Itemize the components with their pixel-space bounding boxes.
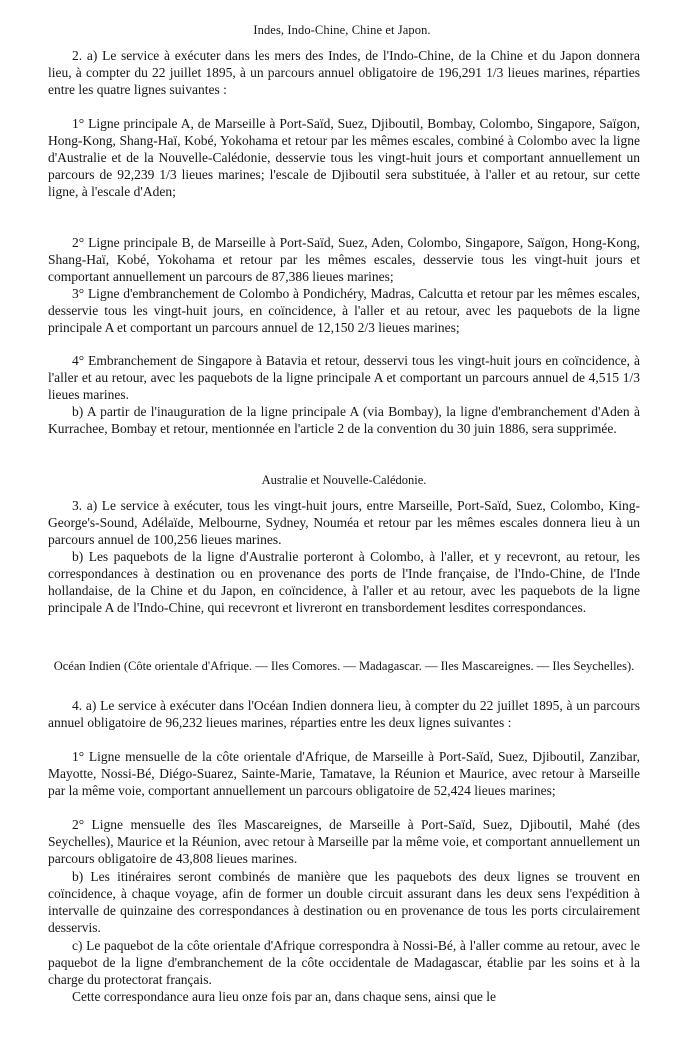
heading-australie: Australie et Nouvelle-Calédonie. <box>261 473 427 487</box>
paragraph-ligne-cote-orientale: 1° Ligne mensuelle de la côte orientale d'Afrique, de Marseille à Port-Saïd, Suez, Djiboutil, Zanzibar, Mayotte, Nossi-Bé, Diégo-Suarez, Sainte-Marie, Tamatave, la Réunion et Maurice, avec retour à Marseille par la même voie, comportant annuellement un parcours obligatoire de 52,424 lieues marines; <box>48 749 640 798</box>
heading-ocean-indien: Océan Indien (Côte orientale d'Afrique. — Iles Comores. — Madagascar. — Iles Mascareignes. — Iles Seychelles). <box>53 659 635 673</box>
paragraph-3b: b) Les paquebots de la ligne d'Australie porteront à Colombo, à l'aller, et y recevront, au retour, les correspondances à destination ou en provenance des ports de l'Inde française, de l'Indo-Chine, de l'Inde hollandaise, de la Chine et du Japon, en coïncidence, à l'aller et au retour, avec les paquebots de la ligne principale A de l'Indo-Chine, qui recevront et livreront en transbordement lesdites correspondances. <box>48 549 640 615</box>
paragraph-embranchement-singapore: 4° Embranchement de Singapore à Batavia et retour, desservi tous les vingt-huit jours en coïncidence, à l'aller et au retour, avec les paquebots de la ligne principale A et comportant un parcours annuel de 4,515 1/3 lieues marines. <box>48 353 640 402</box>
paragraph-correspondance: Cette correspondance aura lieu onze fois par an, dans chaque sens, ainsi que le <box>72 989 496 1004</box>
paragraph-embranchement-colombo: 3° Ligne d'embranchement de Colombo à Pondichéry, Madras, Calcutta et retour par les mêmes escales, desservie tous les vingt-huit jours, en coïncidence, à l'aller et au retour, avec les paquebots de la ligne principale A et comportant un parcours annuel de 12,150 2/3 lieues marines; <box>48 286 640 335</box>
paragraph-4a: 4. a) Le service à exécuter dans l'Océan Indien donnera lieu, à compter du 22 juillet 1895, à un parcours annuel obligatoire de 96,232 lieues marines, réparties entre les deux lignes suivantes : <box>48 698 640 730</box>
paragraph-2a: 2. a) Le service à exécuter dans les mers des Indes, de l'Indo-Chine, de la Chine et du Japon donnera lieu, à compter du 22 juillet 1895, à un parcours annuel obligatoire de 196,291 1/3 lieues marines, réparties entre les quatre lignes suivantes : <box>48 48 640 97</box>
running-head: Indes, Indo-Chine, Chine et Japon. <box>253 23 431 37</box>
paragraph-ligne-b: 2° Ligne principale B, de Marseille à Port-Saïd, Suez, Aden, Colombo, Singapore, Saïgon, Hong-Kong, Shang-Haï, Kobé, Yokohama et retour par les mêmes escales, desservie tous les vingt-huit jours et comportant annuellement un parcours de 87,386 lieues marines; <box>48 235 640 284</box>
paragraph-2b: b) A partir de l'inauguration de la ligne principale A (via Bombay), la ligne d'embranchement d'Aden à Kurrachee, Bombay et retour, mentionnée en l'article 2 de la convention du 30 juin 1886, sera supprimée. <box>48 404 640 436</box>
paragraph-ligne-mascareignes: 2° Ligne mensuelle des îles Mascareignes, de Marseille à Port-Saïd, Suez, Djiboutil, Mahé (des Seychelles), Maurice et la Réunion, avec retour à Marseille par la même voie, et comportant annuellement un parcours obligatoire de 43,808 lieues marines. <box>48 817 640 866</box>
paragraph-ligne-a: 1° Ligne principale A, de Marseille à Port-Saïd, Suez, Djiboutil, Bombay, Colombo, Singapore, Saïgon, Hong-Kong, Shang-Haï, Kobé, Yokohama et retour par les mêmes escales, combiné à Colombo avec la ligne d'Australie et de la Nouvelle-Calédonie, desservie tous les vingt-huit jours et comportant annuellement un parcours de 92,239 1/3 lieues marines; l'escale de Djiboutil sera substituée, à l'aller et au retour, sur cette ligne, à l'escale d'Aden; <box>48 116 640 199</box>
paragraph-4c: c) Le paquebot de la côte orientale d'Afrique correspondra à Nossi-Bé, à l'aller comme au retour, avec le paquebot de la ligne d'embranchement de la côte occidentale de Madagascar, établie par les soins et à la charge du protectorat français. <box>48 938 640 987</box>
paragraph-4b: b) Les itinéraires seront combinés de manière que les paquebots des deux lignes se trouvent en coïncidence, à chaque voyage, afin de former un double circuit assurant dans les deux sens l'expédition à intervalle de quinzaine des correspondances à destination ou en provenance de tous les ports circulairement desservis. <box>48 869 640 935</box>
paragraph-3a: 3. a) Le service à exécuter, tous les vingt-huit jours, entre Marseille, Port-Saïd, Suez, Colombo, King-George's-Sound, Adélaïde, Melbourne, Sydney, Nouméa et retour par les mêmes escales donnera lieu à un parcours annuel de 100,256 lieues marines. <box>48 498 640 547</box>
